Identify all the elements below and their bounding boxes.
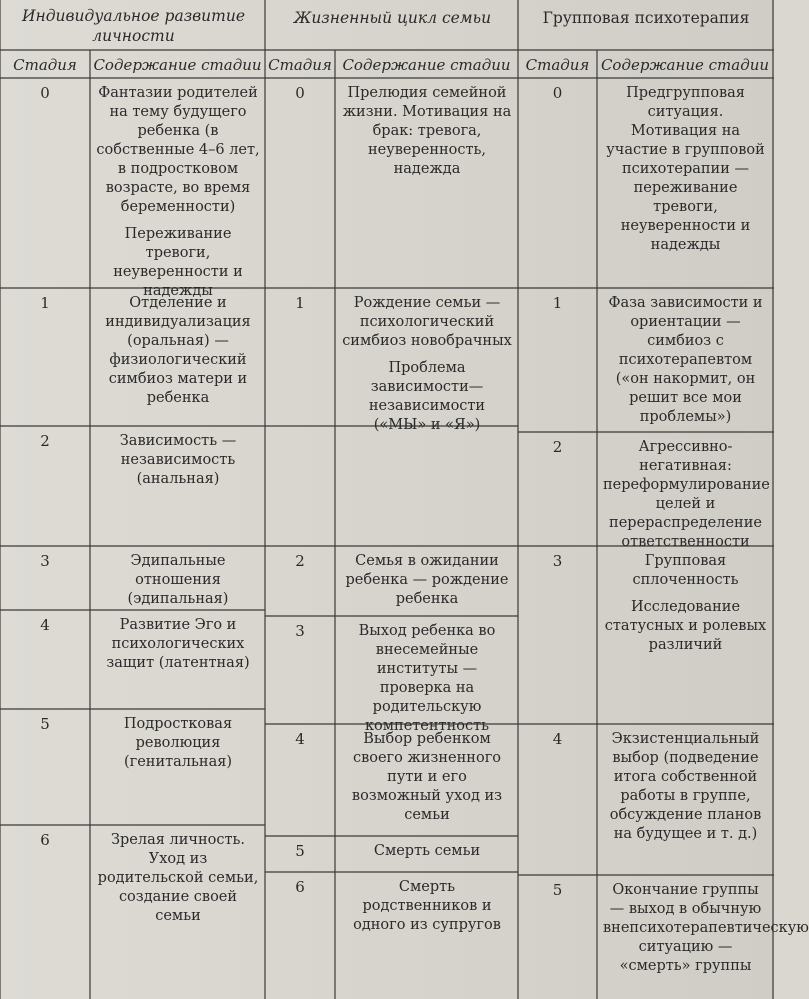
family-stage-4: 4	[295, 730, 305, 748]
personal-stage-2: 2	[40, 432, 50, 450]
personal-content-5: Подростковая революция (генитальная)	[123, 716, 233, 770]
personal-content-4: Развитие Эго и психологических защит (латентная)	[106, 617, 250, 671]
personal-content-1: Отделение и индивидуализация (оральная) — физиологический симбиоз матери и ребенка	[105, 295, 251, 406]
subheader-stage-3: Стадия	[525, 56, 590, 74]
personal-stage-5: 5	[40, 715, 50, 733]
family-content-2: Семья в ожидании ребенка — рождение ребенка	[345, 553, 509, 607]
personal-stage-6: 6	[40, 831, 50, 849]
group-content-4: Экзистенциальный выбор (подведение итога собственной работы в группе, обсуждение планов на будущее и т. д.)	[609, 731, 762, 842]
personal-content-2: Зависимость — независимость (анальная)	[119, 433, 237, 487]
personal-stage-0: 0	[40, 84, 50, 102]
family-content-0: Прелюдия семейной жизни. Мотивация на брак: тревога, неуверенность, надежда	[342, 85, 512, 177]
personal-content-6: Зрелая личность. Уход из родительской семьи, создание своей семьи	[97, 832, 259, 924]
personal-stage-1: 1	[40, 294, 50, 312]
group-stage-0: 0	[552, 84, 563, 102]
group-stage-5: 5	[552, 881, 563, 899]
group-stage-2: 2	[552, 438, 563, 456]
family-stage-1: 1	[295, 294, 305, 312]
family-content-4: Выбор ребенком своего жизненного пути и его возможный уход из семьи	[351, 731, 503, 823]
personal-content-0	[96, 84, 260, 301]
subheader-stage-1: Стадия	[13, 56, 77, 74]
group-content-3	[603, 552, 768, 655]
subheader-content-1: Содержание стадии	[93, 56, 262, 74]
family-content-1	[341, 294, 513, 435]
group-content-2: Агрессивно-негативная: переформулирование целей и перераспределение ответственности	[603, 439, 770, 550]
subheader-stage-2: Стадия	[268, 56, 332, 74]
header-personal: Индивидуальное развитие личности	[21, 7, 246, 45]
family-stage-6: 6	[295, 878, 305, 896]
personal-content-0-text-1: Фантазии родителей на тему будущего ребенка (в собственные 4–6 лет, в подростковом возрасте, во время беременности)	[96, 85, 260, 215]
family-stage-2: 2	[295, 552, 305, 570]
family-content-1-text-2: Проблема зависимости—независимости («МЫ» и «Я»)	[368, 360, 486, 433]
group-stage-4: 4	[552, 730, 563, 748]
group-stage-1: 1	[552, 294, 563, 312]
subheader-content-2: Содержание стадии	[342, 56, 511, 74]
header-family: Жизненный цикл семьи	[293, 9, 492, 27]
group-content-5: Окончание группы — выход в обычную внепсихотерапевтическую ситуацию — «смерть» группы	[603, 882, 809, 974]
family-stage-0: 0	[295, 84, 305, 102]
personal-stage-3: 3	[40, 552, 50, 570]
group-stage-3: 3	[552, 552, 563, 570]
personal-stage-4: 4	[40, 616, 50, 634]
group-content-3-text-1: Групповая сплоченность	[632, 553, 739, 588]
family-content-1-text-1: Рождение семьи — психологический симбиоз новобрачных	[342, 295, 512, 349]
group-content-3-text-2: Исследование статусных и ролевых различий	[604, 599, 767, 653]
family-content-3: Выход ребенка во внесемейные институты — проверка на родительскую компетентность	[358, 623, 496, 734]
header-group: Групповая психотерапия	[542, 9, 750, 27]
group-content-0: Предгрупповая ситуация. Мотивация на участие в групповой психотерапии — переживание тревоги, неуверенности и надежды	[606, 85, 765, 253]
family-stage-5: 5	[295, 842, 305, 860]
personal-content-0-text-2: Переживание тревоги, неуверенности и надежды	[113, 226, 243, 299]
subheader-content-3: Содержание стадии	[600, 56, 770, 74]
family-stage-3: 3	[295, 622, 305, 640]
family-content-5: Смерть семьи	[373, 843, 481, 859]
family-content-6: Смерть родственников и одного из супругов	[353, 879, 501, 933]
group-content-1: Фаза зависимости и ориентации — симбиоз с психотерапевтом («он накормит, он решит все мои проблемы»)	[608, 295, 763, 425]
personal-content-3: Эдипальные отношения (эдипальная)	[127, 553, 229, 607]
